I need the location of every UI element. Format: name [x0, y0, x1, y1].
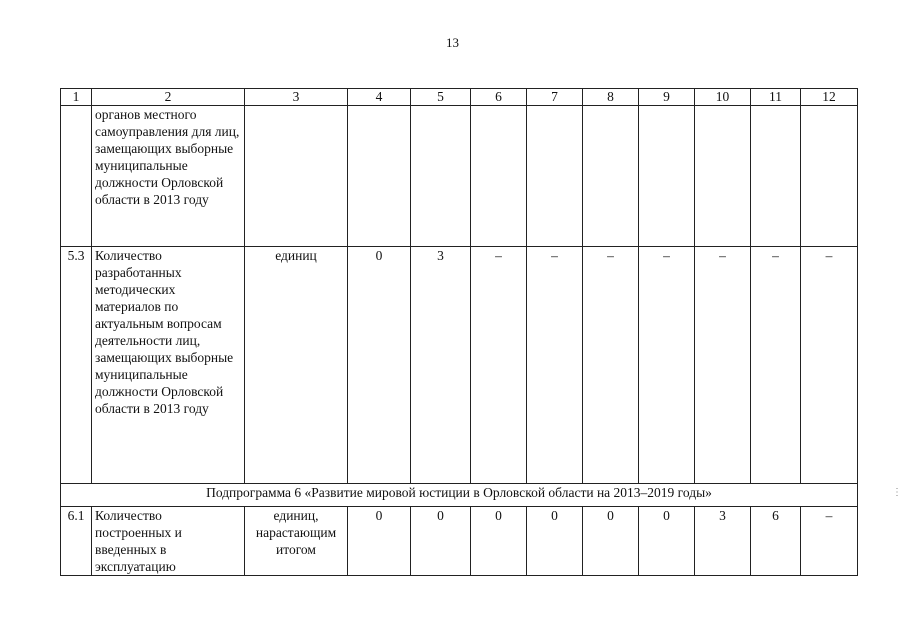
table-row [61, 106, 858, 247]
indicator-name: Количество построенных и введенных в эксплуатацию [92, 507, 245, 576]
value-cell: 0 [471, 507, 527, 576]
subprogram-title: Подпрограмма 6 «Развитие мировой юстиции в Орловской области на 2013–2019 годы» [61, 484, 858, 507]
column-header: 8 [583, 89, 639, 106]
indicators-table [60, 88, 858, 576]
row-number [61, 106, 92, 247]
unit-of-measure [245, 106, 348, 247]
column-header: 11 [751, 89, 801, 106]
column-header: 1 [61, 89, 92, 106]
page-number: 13 [446, 35, 459, 50]
value-cell: 0 [348, 507, 411, 576]
value-cell [527, 106, 583, 247]
column-header: 6 [471, 89, 527, 106]
value-cell [583, 106, 639, 247]
unit-of-measure: единиц [245, 247, 348, 484]
column-header: 4 [348, 89, 411, 106]
value-cell [801, 106, 858, 247]
value-cell: – [695, 247, 751, 484]
value-cell [695, 106, 751, 247]
column-header: 2 [92, 89, 245, 106]
value-cell: 6 [751, 507, 801, 576]
column-header: 5 [411, 89, 471, 106]
table-row [61, 247, 858, 484]
value-cell: – [639, 247, 695, 484]
value-cell [471, 106, 527, 247]
value-cell: – [583, 247, 639, 484]
value-cell [639, 106, 695, 247]
row-number: 5.3 [61, 247, 92, 484]
value-cell [411, 106, 471, 247]
scan-artifact-mark: ⋮ [892, 487, 902, 498]
value-cell: 0 [527, 507, 583, 576]
value-cell: – [801, 507, 858, 576]
value-cell: 0 [583, 507, 639, 576]
table-row [61, 507, 858, 576]
value-cell: 3 [695, 507, 751, 576]
value-cell: – [471, 247, 527, 484]
value-cell [348, 106, 411, 247]
value-cell: 0 [348, 247, 411, 484]
column-header: 3 [245, 89, 348, 106]
value-cell: 0 [639, 507, 695, 576]
column-header: 12 [801, 89, 858, 106]
indicator-name: органов местного самоуправления для лиц, замещающих выборные муниципальные должности Орловской области в 2013 году [92, 106, 245, 247]
column-header: 10 [695, 89, 751, 106]
value-cell: – [527, 247, 583, 484]
value-cell [751, 106, 801, 247]
row-number: 6.1 [61, 507, 92, 576]
subprogram-row [61, 484, 858, 507]
column-header: 9 [639, 89, 695, 106]
value-cell: 3 [411, 247, 471, 484]
column-header: 7 [527, 89, 583, 106]
column-number-row [61, 89, 858, 106]
value-cell: 0 [411, 507, 471, 576]
value-cell: – [751, 247, 801, 484]
unit-of-measure: единиц, нарастающим итогом [245, 507, 348, 576]
value-cell: – [801, 247, 858, 484]
indicator-name: Количество разработанных методических материалов по актуальным вопросам деятельности лиц, замещающих выборные муниципальные должности Орловской области в 2013 году [92, 247, 245, 484]
